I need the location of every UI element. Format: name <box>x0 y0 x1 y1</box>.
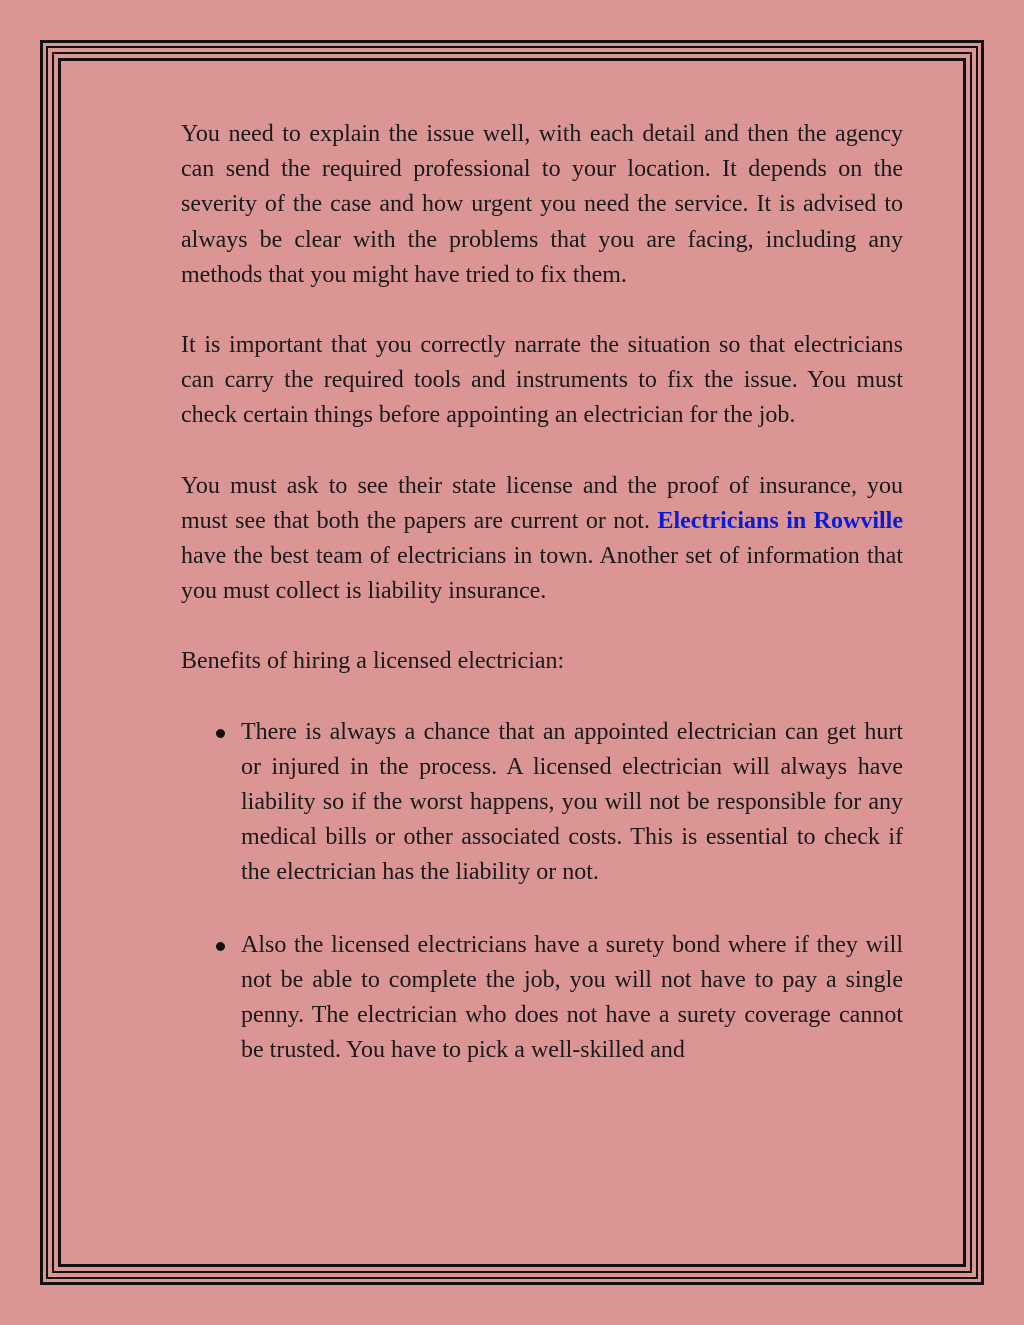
paragraph-explain-issue: You need to explain the issue well, with each detail and then the agency can send the required professional to your location. It depends on the severity of the case and how urgent you need the service. It is advised to always be clear with the problems that you are facing, including any methods that you might have tried to fix them. <box>181 121 903 288</box>
bullet-icon <box>216 729 225 738</box>
bullet-icon <box>216 942 225 951</box>
paragraph-narrate-situation: It is important that you correctly narrate the situation so that electricians can carry the required tools and instruments to fix the issue. You must check certain things before appointing an electrician for the job. <box>181 332 903 429</box>
list-item <box>181 715 903 891</box>
list-item <box>181 928 903 1069</box>
list-item-text: Also the licensed electricians have a surety bond where if they will not be able to complete the job, you will not have to pay a single penny. The electrician who does not have a surety coverage cannot be trusted. You have to pick a well-skilled and <box>241 931 903 1064</box>
benefits-list <box>181 715 903 1069</box>
paragraph-text-before-link: You must ask to see their state license and the proof of insurance, you must see that both the papers are current or not. <box>181 472 903 534</box>
paragraph-license-insurance <box>181 469 903 610</box>
document-body <box>181 117 903 1105</box>
paragraph-text-after-link: have the best team of electricians in town. Another set of information that you must collect is liability insurance. <box>181 543 903 605</box>
benefits-heading: Benefits of hiring a licensed electrician: <box>181 648 565 675</box>
list-item-text: There is always a chance that an appointed electrician can get hurt or injured in the process. A licensed electrician will always have liability so if the worst happens, you will not be responsible for any medical bills or other associated costs. This is essential to check if the electrician has the liability or not. <box>241 718 903 886</box>
electricians-rowville-link[interactable]: Electricians in Rowville <box>657 507 903 534</box>
